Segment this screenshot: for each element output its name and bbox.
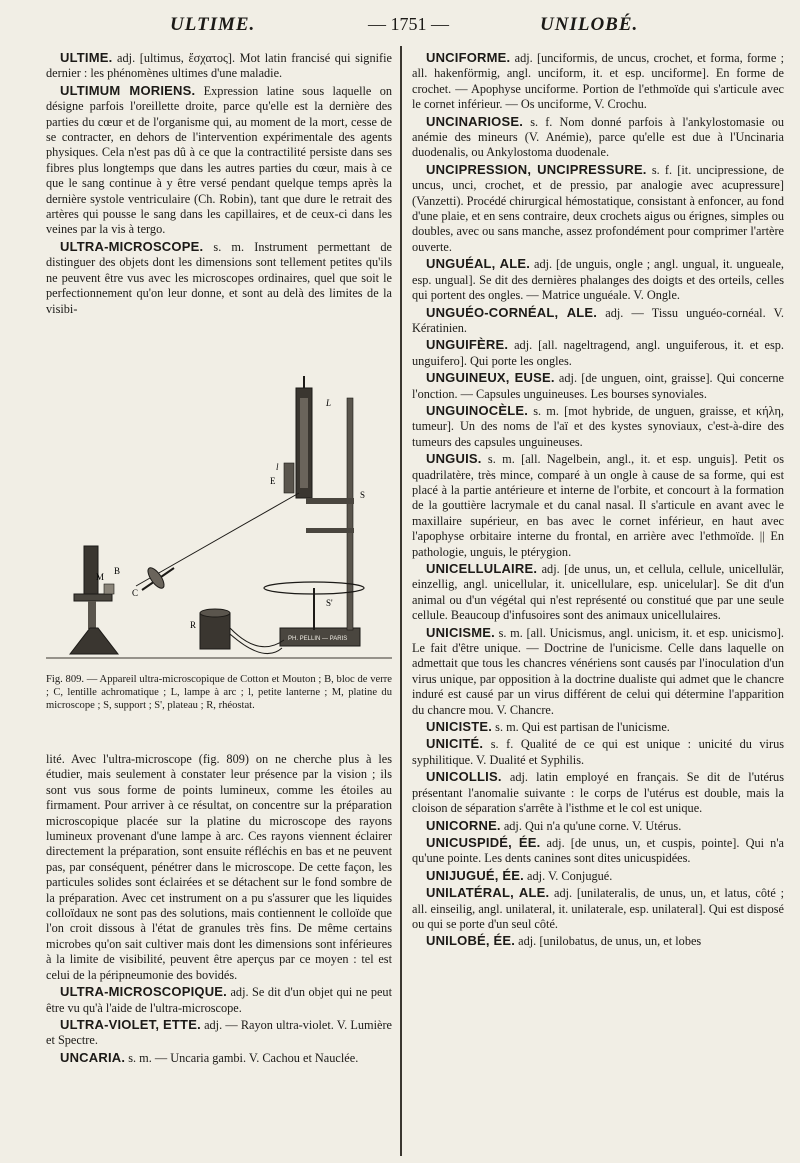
microscope-tube	[84, 546, 98, 594]
label-L: L	[326, 398, 332, 408]
entry-text: adj. [unilobatus, de unus, un, et lobes	[515, 934, 702, 949]
entry-unciforme	[412, 50, 784, 113]
entry-text: adj. [unciformis, de uncus, crochet, et forma, forme ; all. hakenförmig, angl. unciform, it. et esp. unciforme]. En forme de crochet. — Apophyse unciforme. Portion de l'ethmoïde qui s'articule avec le cornet inférieur. — Os unciforme, V. Crochu.	[412, 51, 784, 112]
entry-headword: UNCIFORME.	[426, 50, 511, 65]
entry-text: adj. — Tissu unguéo-cornéal. V. Kératinien.	[412, 305, 784, 335]
label-S: S	[360, 490, 366, 500]
entry-text: adj. — Rayon ultra-violet. V. Lumière et Spectre.	[46, 1017, 392, 1048]
rheostat-top	[200, 609, 230, 617]
entry-unilobe	[412, 933, 784, 949]
entry-continuation	[46, 752, 392, 983]
entry-text: adj. [de unguis, ongle ; angl. ungual, it. ungueale, esp. ungual]. Se dit des dernières phalanges des doigts et des orteils, celles qui portent des ongles. — Matrice unguéale. V. Ongle.	[412, 257, 784, 303]
entry-ungueal	[412, 256, 784, 303]
entry-text: adj. [ultimus, ἔσχατος]. Mot latin francisé qui signifie dernier : les phénomènes ultimes d'une maladie.	[46, 51, 392, 81]
achromatic-lens	[145, 565, 167, 590]
clamp-lower	[306, 528, 354, 533]
entry-uncinariose	[412, 114, 784, 161]
figure-ultra-microscope	[44, 358, 394, 670]
entry-text: adj. [de unus, un, et cellula, cellule, unicellulär, einzellig, angl. unicellular, it. unicellulare, esp. unicelular]. Se dit d'un animal ou d'un végétal qui n'est représenté ou constitué que par une seule cellule. Beaucoup d'infusoires sont des animaux unicellulaires.	[412, 562, 784, 623]
entry-text: adj. Qui n'a qu'une corne. V. Utérus.	[500, 818, 682, 833]
entry-headword: UNICELLULAIRE.	[426, 561, 538, 576]
entry-headword: UNGUINOCÈLE.	[426, 402, 529, 418]
label-M: M	[96, 572, 105, 582]
entry-unicuspide	[412, 835, 784, 867]
entry-headword: UNICISTE.	[426, 719, 493, 735]
arc-lamp-tube	[300, 398, 308, 488]
glass-block	[104, 584, 114, 594]
label-S-prime: S'	[326, 598, 333, 608]
entry-unicollis	[412, 769, 784, 816]
entry-headword: UNGUIFÈRE.	[426, 337, 509, 353]
entry-text: s. m. Instrument permettant de distinguer des objets dont les dimensions sont tellement petites qu'ils ne peuvent être vus avec les microscopes ordinaires, quel que soit le perfectionnement qu'on leur donne, et sont au delà des limites de la visibi-	[46, 239, 392, 316]
entry-unguineux	[412, 370, 784, 402]
entry-text: s. m. Qui est partisan de l'unicisme.	[492, 720, 670, 735]
header-right-word: UNILOBÉ.	[540, 14, 639, 35]
label-R: R	[190, 620, 197, 630]
entry-headword: UNICISME.	[426, 624, 495, 640]
entry-text: adj. [de unguen, oint, graisse]. Qui concerne l'onction. — Capsules unguineuses. Les bourses synoviales.	[412, 371, 784, 401]
entry-ultimum-moriens	[46, 83, 392, 238]
entry-headword: UNICOLLIS.	[426, 769, 502, 785]
entry-headword: UNIJUGUÉ, ÉE.	[426, 867, 524, 883]
ultra-microscope-illustration	[44, 358, 394, 670]
entry-unguinocele	[412, 403, 784, 450]
entry-ungueo-corneal	[412, 305, 784, 337]
wire	[230, 634, 282, 654]
label-B: B	[114, 566, 121, 576]
entry-text: s. m. [all. Nagelbein, angl., it. et esp. unguis]. Petit os quadrilatère, très mince, comparé à un ongle à cause de sa forme, qui est placé à la partie antérieure et interne de l'orbite, et concourt à la formation de la gouttière lacrymale et du canal nasal. Il s'articule en avant avec le maxillaire supérieur, en bas avec le cornet inférieur, en haut avec l'apophyse orbitaire interne du frontal, en arrière avec l'ethmoïde. || En pathologie, unguis, le ptérygion.	[412, 452, 784, 559]
entry-unicite	[412, 736, 784, 768]
entry-text: s. f. Qualité de ce qui est unique : unicité du virus syphilitique. V. Dualité et Syphilis.	[412, 737, 784, 767]
microscope-foot	[70, 628, 118, 654]
entry-text: adj. latin employé en français. Se dit de l'utérus présentant l'anomalie suivante : le corps de l'utérus est double, mais la cloison de séparation s'arrête à l'isthme et le col est unique.	[412, 770, 784, 816]
entry-ultra-microscopique	[46, 984, 392, 1016]
entry-text: lité. Avec l'ultra-microscope (fig. 809) on ne cherche plus à les étudier, mais seulement à constater leur présence par la vision ; ils sont vus sous forme de points lumineux, comme les étoiles au firmament. Pour arriver à ce résultat, on concentre sur la préparation microscopique placée sur la platine du microscope des rayons lumineux provenant d'une lampe à arc. Ces rayons viennent éclairer directement la préparation, sont ensuite réfléchis en bas et ne peuvent pas, par conséquent, pénétrer dans le microscope. De cette façon, les particules solides sont éclairées et se détachent sur le fond sombre de la préparation. Avec cet instrument on a pu s'assurer que les liquides colloïdaux ne sont pas des solutions, mais contiennent le colloïde que l'on croit dissous à l'état de granules très fins. De même certains microbes qu'on sait cultiver mais dont les dimensions sont inférieures à la limite de visibilité, peuvent être aperçus par ce moyen : tel est celui de la péripneumonie des bovidés.	[46, 752, 392, 982]
entry-unicellulaire	[412, 561, 784, 624]
entry-headword: UNGUÉO-CORNÉAL, ALE.	[426, 304, 598, 320]
small-lantern	[284, 463, 294, 493]
entry-unijugue	[412, 868, 784, 884]
entry-unicorne	[412, 818, 784, 834]
microscope-stage	[74, 594, 112, 601]
entry-headword: UNCARIA.	[60, 1049, 126, 1065]
entry-text: s. m. — Uncaria gambi. V. Cachou et Nauclée.	[125, 1050, 359, 1065]
entry-headword: UNILATÉRAL, ALE.	[426, 885, 550, 901]
column-divider	[400, 46, 402, 1156]
entry-uncipression	[412, 162, 784, 255]
entry-text: adj. V. Conjugué.	[523, 868, 613, 883]
entry-ultra-microscope	[46, 239, 392, 317]
entry-text: s. m. [mot hybride, de unguen, graisse, et κήλη, tumeur]. Un des noms de l'aï et des kystes synoviaux, c'est-à-dire des tumeurs des capsules unguineuses.	[412, 403, 784, 449]
entry-headword: ULTIME.	[60, 50, 113, 65]
entry-text: adj. [all. nageltragend, angl. unguiferous, it. et esp. unguifero]. Qui porte les ongles.	[412, 338, 784, 368]
label-l: l	[276, 462, 279, 472]
entry-headword: UNGUINEUX, EUSE.	[426, 370, 555, 386]
left-column-bottom	[46, 752, 392, 1067]
entry-uncaria	[46, 1050, 392, 1066]
page-number: — 1751 —	[368, 14, 449, 34]
entry-unguifere	[412, 337, 784, 369]
entry-uniciste	[412, 719, 784, 735]
base-inscription: PH. PELLIN — PARIS	[288, 636, 348, 642]
entry-headword: UNCIPRESSION, UNCIPRESSURE.	[426, 161, 647, 177]
light-beam	[136, 493, 299, 586]
entry-text: adj. [de unus, un, et cuspis, pointe]. Qui n'a qu'une pointe. Les dents canines sont dites unicuspidées.	[412, 835, 784, 866]
clamp-upper	[306, 498, 354, 504]
entry-text: s. f. [it. uncipressione, de uncus, unci, crochet, et de pressio, par analogie avec acupressure] (Vanzetti). Procédé chirurgical hémostatique, consistant à enfoncer, au fond d'une plaie, et en sens contraire, deux crochets aigus ou érignes, simples ou doubles, avec ou sans manche, assez profondément pour comprimer l'artère ouverte.	[412, 162, 784, 254]
right-column	[412, 50, 784, 951]
label-E: E	[270, 476, 276, 486]
entry-headword: ULTRA-MICROSCOPE.	[60, 238, 204, 254]
wire	[230, 628, 284, 647]
entry-headword: ULTIMUM MORIENS.	[60, 82, 196, 98]
entry-headword: UNICITÉ.	[426, 736, 484, 752]
entry-ultra-violet	[46, 1017, 392, 1049]
header-left-word: ULTIME.	[170, 14, 256, 35]
entry-ultime	[46, 50, 392, 82]
entry-headword: ULTRA-VIOLET, ETTE.	[60, 1016, 201, 1032]
entry-text: Expression latine sous laquelle on désigne parfois l'oreillette droite, parce qu'elle est la dernière des parties du cœur et de l'organisme qui, au moment de la mort, cesse de se contracter, en dehors de l'intervention expérimentale des agents physiques. Cela n'est pas dû à ce que la contractilité persiste dans ses fibres plus longtemps que dans les autres parties du cœur, mais à ce que le sang continue à y être versé pendant quelque temps après la dernière systole ventriculaire (Ch. Robin), tant que dure le retrait des artères qui pousse le sang dans les capillaires, et de ceux-ci dans les veines par la vis à tergo.	[46, 83, 392, 237]
entry-text: adj. [unilateralis, de unus, un, et latus, côté ; all. einseilig, angl. unilateral, it. unilaterale, esp. unilateral]. Qui est disposé ou qui se porte d'un seul côté.	[412, 886, 784, 931]
entry-unicisme	[412, 625, 784, 718]
entry-text: adj. Se dit d'un objet qui ne peut être vu qu'à l'aide de l'ultra-microscope.	[46, 985, 392, 1015]
entry-headword: UNGUIS.	[426, 451, 482, 467]
entry-text: s. m. [all. Unicismus, angl. unicism, it. et esp. unicismo]. Le fait d'être unique. — Doctrine de l'unicisme. Celle dans laquelle on admettait que tous les chancres vénériens sont causés par l'inoculation d'un virus unique, par opposition à la doctrine dualiste qui admet que le chancre induré est causé par un virus différent de celui qui détermine l'apparition du chancre mou. V. Chancre.	[412, 625, 784, 717]
entry-headword: UNCINARIOSE.	[426, 113, 524, 129]
rheostat	[200, 613, 230, 649]
label-C: C	[132, 588, 139, 598]
microscope-pillar	[88, 601, 96, 629]
page-header	[0, 10, 800, 38]
entry-headword: UNGUÉAL, ALE.	[426, 256, 531, 272]
support-rod	[347, 398, 353, 630]
entry-headword: UNILOBÉ, ÉE.	[426, 933, 516, 949]
entry-unilateral	[412, 885, 784, 932]
figure-caption: Fig. 809. — Appareil ultra-microscopique de Cotton et Mouton ; B, bloc de verre ; C, lentille achromatique ; L, lampe à arc ; l, petite lanterne ; M, platine du microscope ; S, support ; S', plateau ; R, rhéostat.	[46, 674, 392, 712]
entry-headword: UNICUSPIDÉ, ÉE.	[426, 834, 541, 850]
entry-text: s. f. Nom donné parfois à l'ankylostomasie ou anémie des mineurs (V. Anémie), parce qu'elle est due à l'Uncinaria duodenalis, ou Ankylostoma duodenale.	[412, 114, 784, 160]
entry-headword: UNICORNE.	[426, 817, 501, 833]
entry-unguis	[412, 451, 784, 560]
left-column-top	[46, 50, 392, 318]
entry-headword: ULTRA-MICROSCOPIQUE.	[60, 984, 227, 1000]
